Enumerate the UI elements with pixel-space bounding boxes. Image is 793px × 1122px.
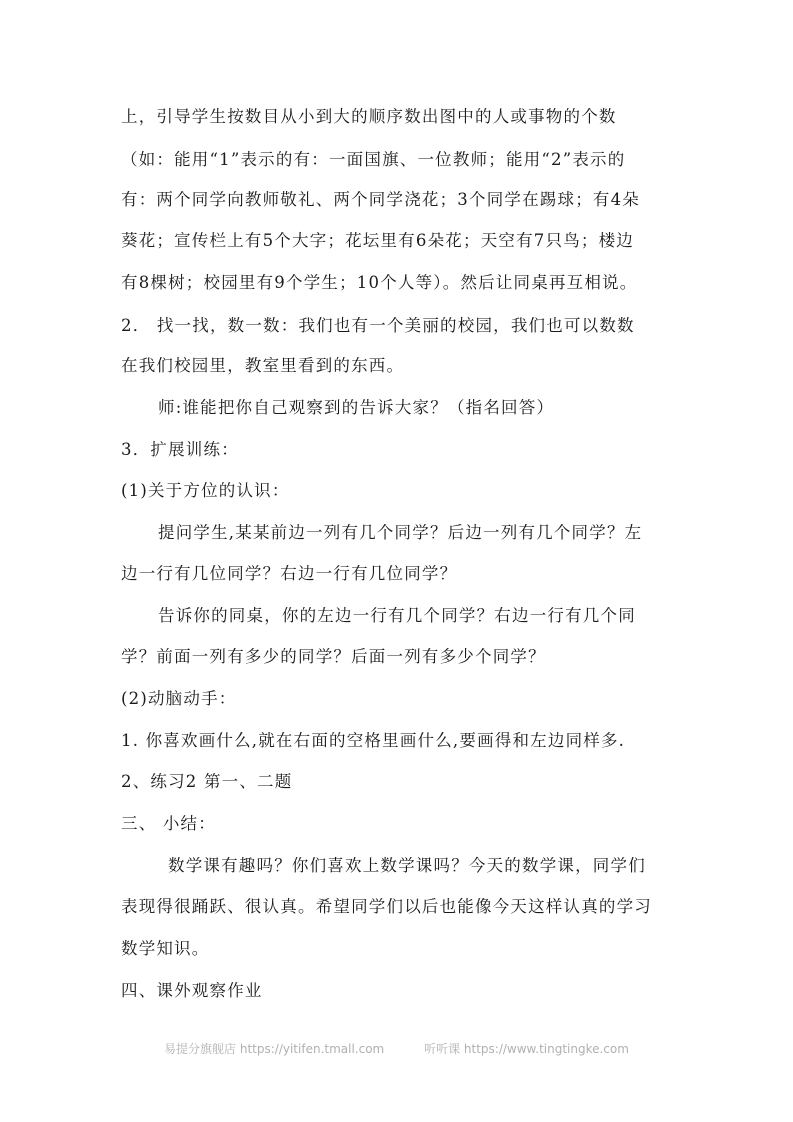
text-line: 提问学生,某某前边一列有几个同学？后边一列有几个同学？左: [158, 523, 643, 542]
text-line: （如：能用“1”表示的有：一面国旗、一位教师；能用“2”表示的: [121, 150, 626, 169]
footer-right-link[interactable]: 听听课 https://www.tingtingke.com: [424, 1042, 629, 1056]
text-line: 3．扩展训练：: [121, 440, 239, 459]
text-line: (2)动脑动手：: [121, 689, 237, 708]
text-line: 学？前面一列有多少的同学？后面一列有多少个同学？: [121, 647, 546, 666]
text-line: 在我们校园里，教室里看到的东西。: [121, 356, 405, 375]
footer-left-link[interactable]: 易提分旗舰店 https://yitifen.tmall.com: [164, 1042, 385, 1056]
text-line: 告诉你的同桌，你的左边一行有几个同学？右边一行有几个同: [158, 606, 636, 625]
text-line: 数学课有趣吗？你们喜欢上数学课吗？今天的数学课，同学们: [168, 856, 646, 875]
text-line: 有：两个同学向教师敬礼、两个同学浇花；3个同学在踢球；有4朵: [121, 190, 640, 209]
text-line: 表现得很踊跃、很认真。希望同学们以后也能像今天这样认真的学习: [121, 897, 652, 916]
text-line: 1. 你喜欢画什么,就在右面的空格里画什么,要画得和左边同样多.: [121, 731, 626, 750]
text-line: 葵花；宣传栏上有5个大字；花坛里有6朵花；天空有7只鸟；楼边: [121, 231, 634, 250]
text-line: 有8棵树；校园里有9个学生；10个人等）。然后让同桌再互相说。: [121, 273, 638, 292]
text-line: 数学知识。: [121, 939, 210, 958]
text-line: 师:谁能把你自己观察到的告诉大家？（指名回答）: [158, 398, 555, 417]
section-heading: 四、课外观察作业: [121, 981, 263, 1000]
text-line: 边一行有几位同学？右边一行有几位同学？: [121, 564, 458, 583]
text-line: 2． 找一找，数一数：我们也有一个美丽的校园，我们也可以数数: [121, 316, 635, 335]
text-line: 上，引导学生按数目从小到大的顺序数出图中的人或事物的个数: [121, 107, 617, 126]
text-line: 2、练习2 第一、二题: [121, 772, 293, 791]
page-footer: [0, 1040, 793, 1057]
text-line: (1)关于方位的认识：: [121, 481, 290, 500]
section-heading: 三、 小结：: [121, 814, 216, 833]
